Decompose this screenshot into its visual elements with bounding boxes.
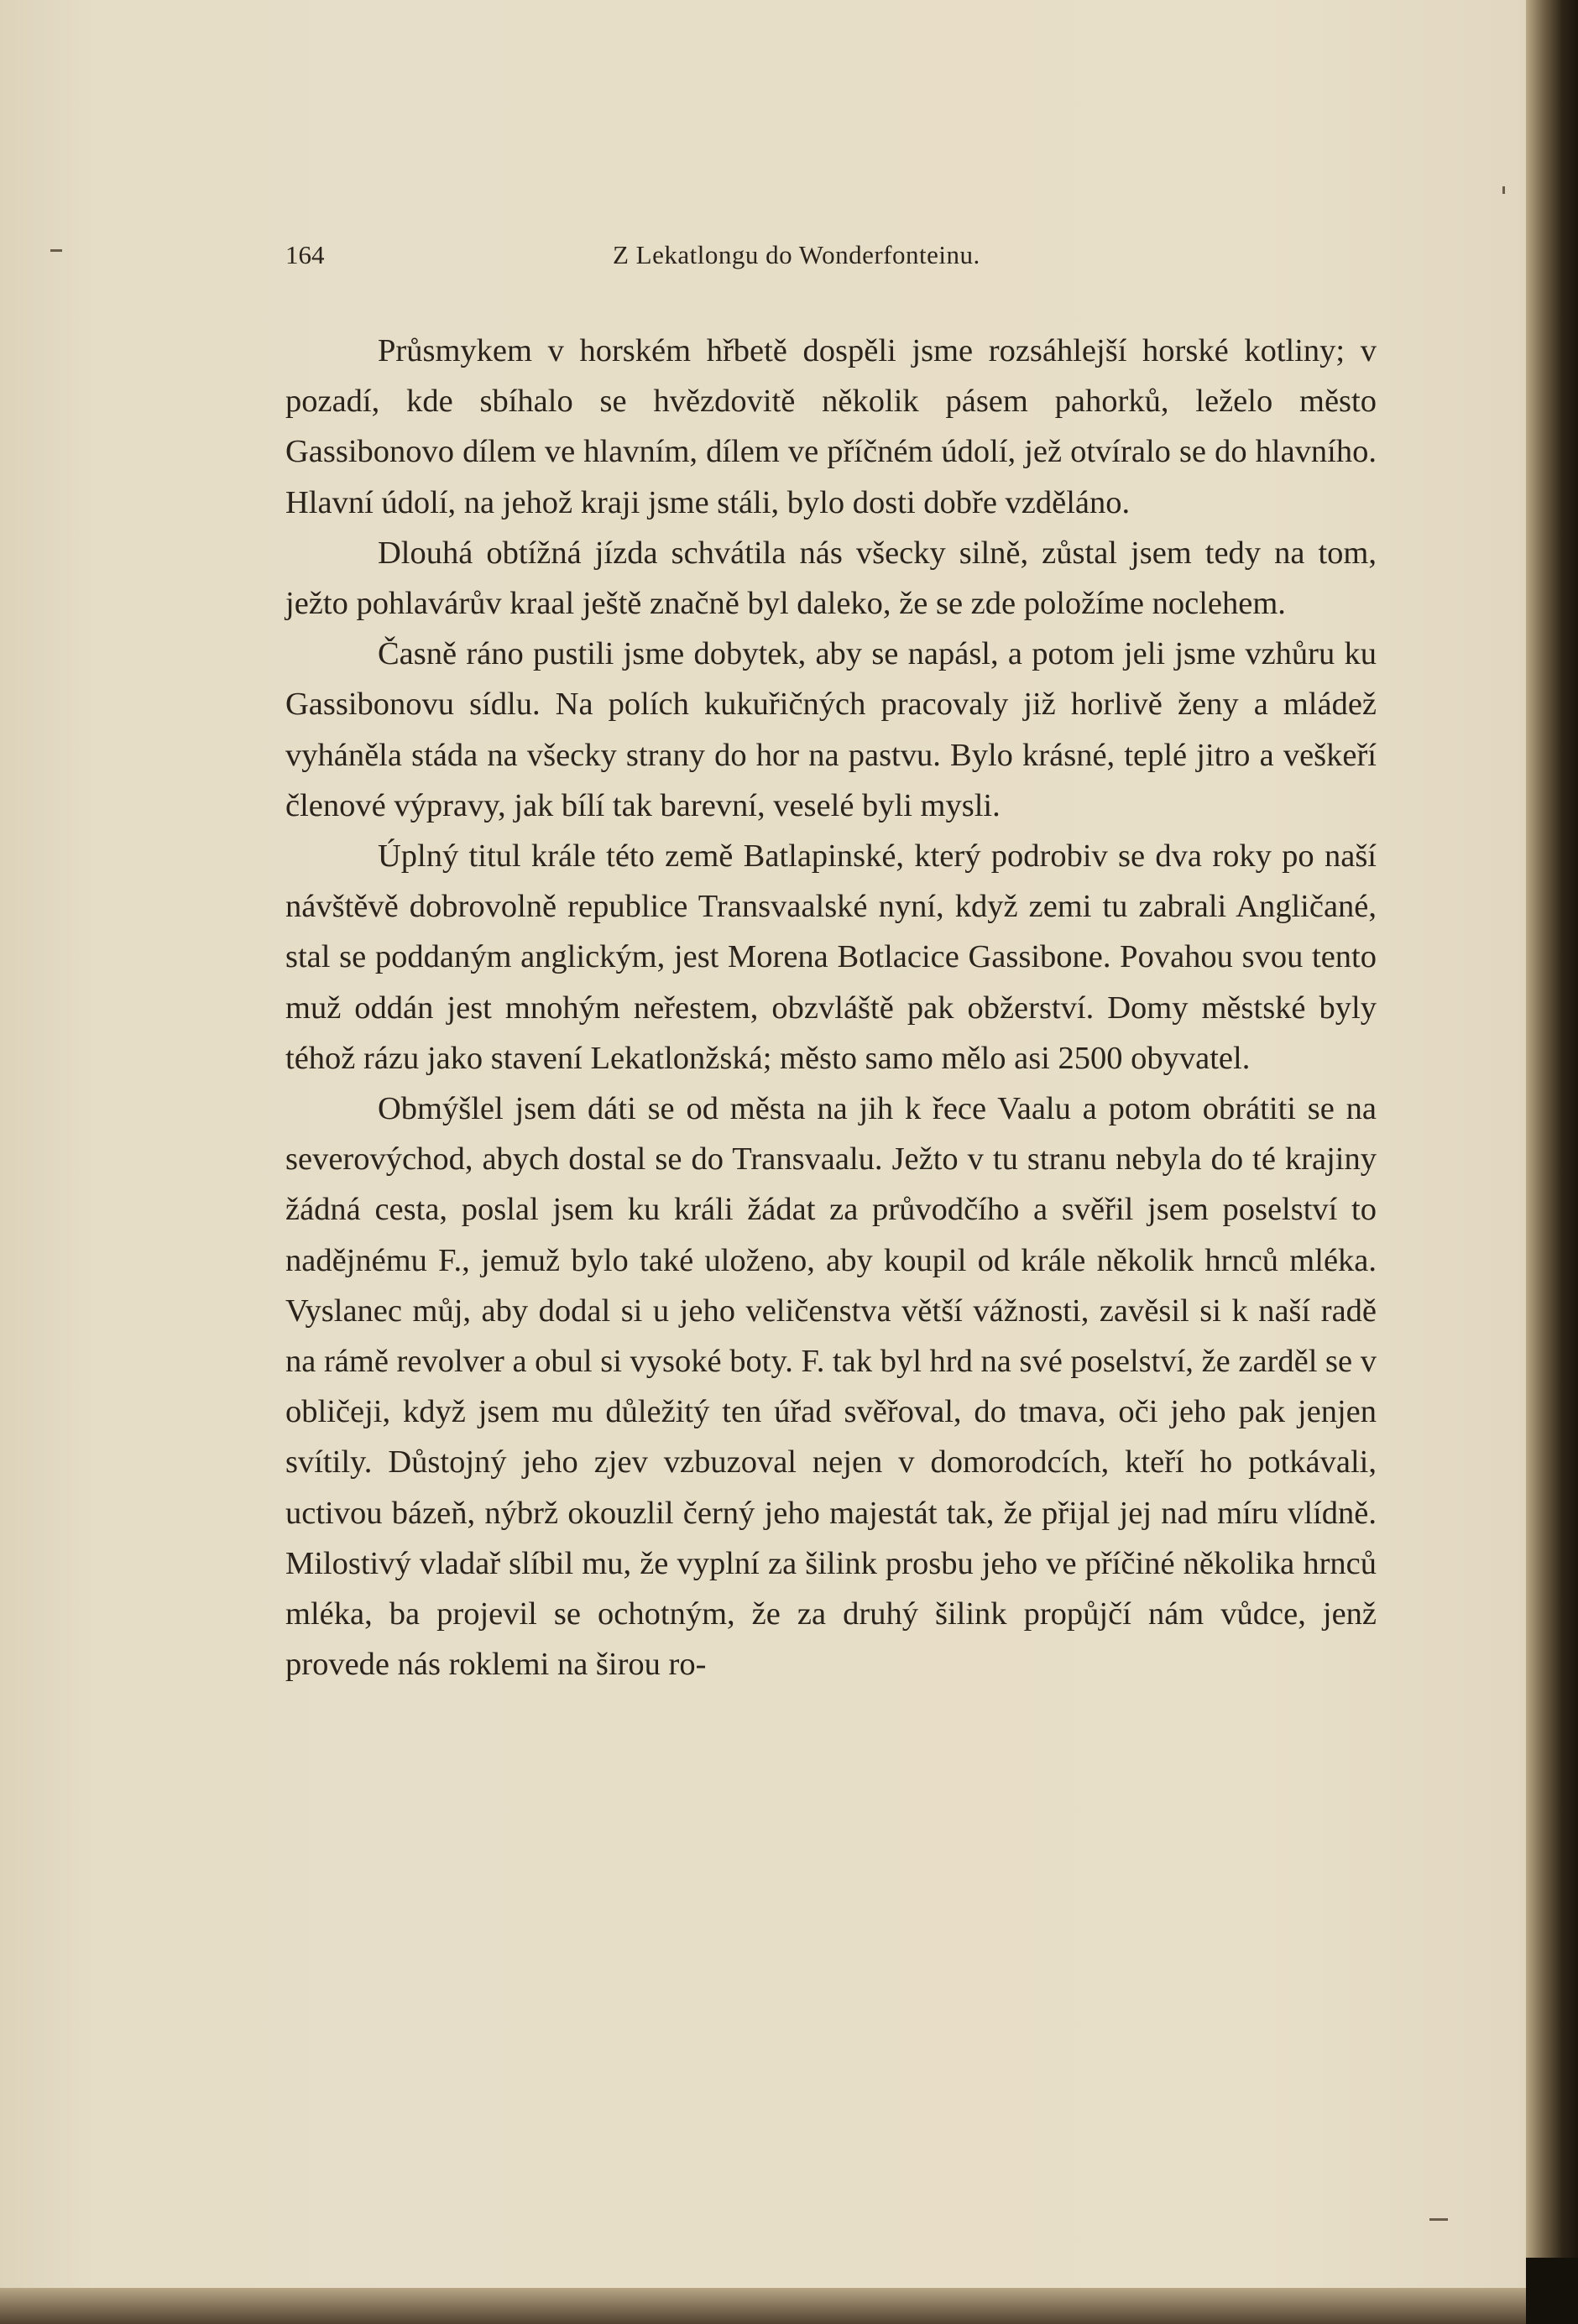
- paragraph-4: Úplný titul krále této země Batlapinské, který podrobiv se dva roky po naší návštěvě dobrovolně republice Transvaalské nyní, když zemi tu zabrali Angličané, stal se poddaným anglickým, jest Morena Botlacice Gassibone. Povahou svou tento muž oddán jest mnohým neřestem, obzvláště pak obžerství. Domy městské byly téhož rázu jako stavení Lekatlonžská; město samo mělo asi 2500 obyvatel.: [285, 838, 1377, 1076]
- paragraph-1: Průsmykem v horském hřbetě dospěli jsme rozsáhlejší horské kotliny; v pozadí, kde sbíhalo se hvězdovitě několik pásem pahorků, leželo město Gassibonovo dílem ve hlavním, dílem ve příčném údolí, jež otvíralo se do hlavního. Hlavní údolí, na jehož kraji jsme stáli, bylo dosti dobře vzděláno.: [285, 333, 1377, 520]
- running-header: [285, 240, 1377, 274]
- margin-mark: [1502, 186, 1505, 194]
- running-title: Z Lekatlongu do Wonderfonteinu.: [613, 240, 980, 269]
- paragraph-5: Obmýšlel jsem dáti se od města na jih k řece Vaalu a potom obrátiti se na severovýchod, abych dostal se do Transvaalu. Ježto v tu stranu nebyla do té krajiny žádná cesta, poslal jsem ku králi žádat za průvodčího a svěřil jsem poselství to nadějnému F., jemuž bylo také uloženo, aby koupil od krále několik hrnců mléka. Vyslanec můj, aby dodal si u jeho veličenstva větší vážnosti, zavěsil si k naší radě na rámě revolver a obul si vysoké boty. F. tak byl hrd na své poselství, že zarděl se v obličeji, když jsem mu důležitý ten úřad svěřoval, do tmava, oči jeho pak jenjen svítily. Důstojný jeho zjev vzbuzoval nejen v domorodcích, kteří ho potkávali, uctivou bázeň, nýbrž okouzlil černý jeho majestát tak, že přijal jej nad míru vlídně. Milostivý vladař slíbil mu, že vyplní za šilink prosbu jeho ve příčiné několika hrnců mléka, ba projevil se ochotným, že za druhý šilink propůjčí nám vůdce, jenž provede nás roklemi na širou ro-: [285, 1091, 1377, 1683]
- margin-mark: [1429, 2218, 1448, 2221]
- paragraph-2: Dlouhá obtížná jízda schvátila nás všecky silně, zůstal jsem tedy na tom, ježto pohlavárův kraal ještě značně byl daleko, že se zde položíme noclehem.: [285, 535, 1377, 622]
- body-text: [285, 326, 1377, 1689]
- bottom-page-edge: [0, 2288, 1578, 2324]
- corner-shadow: [1526, 2258, 1578, 2324]
- page-number: 164: [285, 240, 325, 269]
- paragraph-3: Časně ráno pustili jsme dobytek, aby se napásl, a potom jeli jsme vzhůru ku Gassibonovu sídlu. Na polích kukuřičných pracovaly již horlivě ženy a mládež vyháněla stáda na všecky strany do hor na pastvu. Bylo krásné, teplé jitro a veškeří členové výpravy, jak bílí tak barevní, veselé byli mysli.: [285, 636, 1377, 823]
- book-binding-edge: [1526, 0, 1578, 2324]
- margin-mark: [50, 249, 62, 252]
